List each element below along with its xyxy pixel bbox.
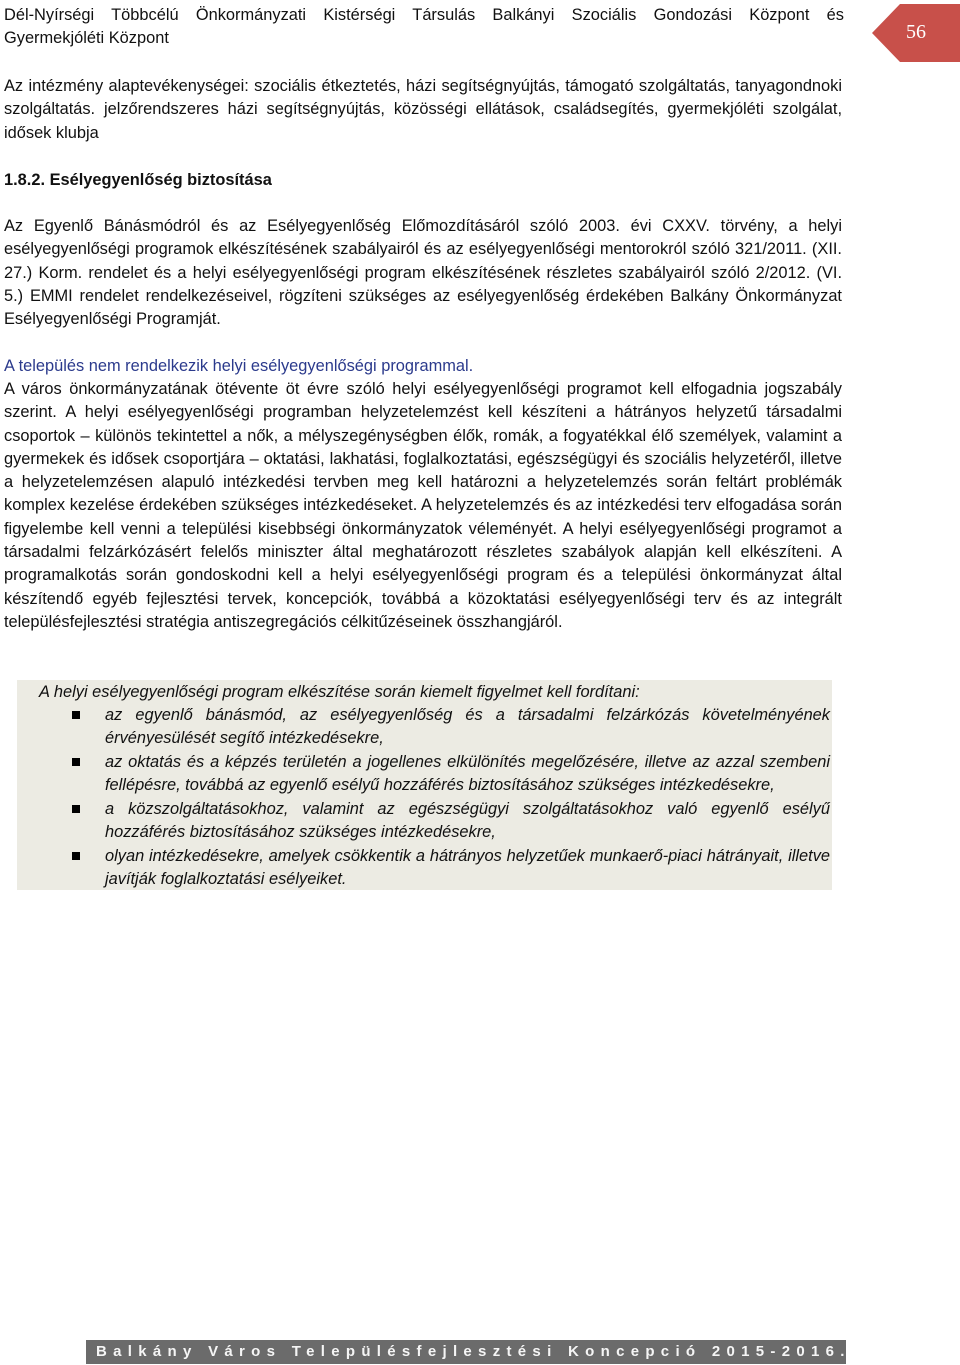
callout-title: A helyi esélyegyenlőségi program elkészítése során kiemelt figyelmet kell fordítani: [39, 683, 640, 701]
page-number: 56 [906, 21, 926, 43]
square-bullet-icon [72, 852, 80, 860]
list-item-text: olyan intézkedésekre, amelyek csökkentik a hátrányos helyzetűek munkaerő-piaci hátrányait, illetve javítják foglalkoztatási esélyeiket. [105, 846, 830, 888]
square-bullet-icon [72, 758, 80, 766]
section-title: Esélyegyenlőség biztosítása [49, 171, 272, 189]
page-number-badge [872, 4, 960, 62]
list-item-text: az egyenlő bánásmód, az esélyegyenlőség és a társadalmi felzárkózás követelményének érvényesülését segítő intézkedésekre, [105, 706, 830, 748]
list-item [17, 845, 832, 891]
header-title-line2: Gyermekjóléti Központ [4, 29, 169, 47]
callout-list [17, 704, 832, 892]
section-number: 1.8.2. [4, 171, 46, 189]
notice-text: A település nem rendelkezik helyi esélyegyenlőségi programmal. [4, 357, 474, 375]
document-header [4, 4, 844, 50]
activities-paragraph: Az intézmény alaptevékenységei: szociális étkeztetés, házi segítségnyújtás, támogató szolgáltatás, tanyagondnoki szolgáltatás. jelzőrendszeres házi segítségnyújtás, közösségi ellátások, családsegítés, gyermekjóléti szolgálat, idősek klubja [4, 77, 842, 142]
section-heading [4, 169, 842, 192]
list-item [17, 751, 832, 797]
callout-box [17, 680, 832, 890]
footer-text: Balkány Város Településfejlesztési Koncepció 2015-2016. [96, 1343, 851, 1360]
main-paragraph: A város önkormányzatának ötévente öt évre szóló helyi esélyegyenlőségi programot kell elfogadnia jogszabály szerint. A helyi esélyegyenlőségi programban helyzetelemzést kell készíteni a hátrányos helyzetű társadalmi csoportok – különös tekintettel a nők, a mélyszegénységben élők, romák, a fogyatékkal élő személyek, valamint a gyermekek és idősek csoportjára – oktatási, lakhatási, foglalkoztatási, egészségügyi és szociális helyzetéről, illetve a helyzetelemzésen alapuló intézkedési tervben meg kell határozni a helyzetelemzés során feltárt problémák komplex kezelése érdekében szükséges intézkedéseket. A helyzetelemzés és az intézkedési terv elfogadása során figyelembe kell venni a települési kisebbségi önkormányzatok véleményét. A helyi esélyegyenlőségi programot a társadalmi felzárkózásért felelős miniszter által meghatározott részletes szabályok alapján kell elkészíteni. A programalkotás során gondoskodni kell a helyi esélyegyenlőségi program és a települési önkormányzat által készítendő egyéb fejlesztési tervek, koncepciók, továbbá a közoktatási esélyegyenlőségi terv és az integrált településfejlesztési stratégia antiszegregációs célkitűzéseinek összhangjáról. [4, 380, 842, 631]
list-item-text: az oktatás és a képzés területén a jogellenes elkülönítés megelőzésére, illetve az azzal szembeni fellépésre, továbbá az egyenlő esélyű hozzáférés biztosításához szükséges intézkedésekre, [105, 752, 830, 795]
square-bullet-icon [72, 711, 80, 719]
list-item [17, 798, 832, 844]
list-item [17, 704, 832, 750]
square-bullet-icon [72, 805, 80, 813]
list-item-text: a közszolgáltatásokhoz, valamint az egészségügyi szolgáltatásokhoz való egyenlő esélyű hozzáférés biztosításához szükséges intézkedésekre, [105, 799, 830, 842]
law-paragraph: Az Egyenlő Bánásmódról és az Esélyegyenlőség Előmozdításáról szóló 2003. évi CXXV. törvény, a helyi esélyegyenlőségi programok elkészítésének szabályairól és az esélyegyenlőségi mentorokról szóló 321/2011. (XII. 27.) Korm. rendelet és a helyi esélyegyenlőségi program elkészítésének részletes szabályairól szóló 2/2012. (VI. 5.) EMMI rendelet rendelkezéseivel, rögzíteni szükséges az esélyegyenlőség érdekében Balkány Önkormányzat Esélyegyenlőségi Programját. [4, 217, 842, 329]
header-title-line1: Dél-Nyírségi Többcélú Önkormányzati Kistérségi Társulás Balkányi Szociális Gondozási Központ és [4, 6, 844, 24]
footer-bar [86, 1340, 851, 1364]
